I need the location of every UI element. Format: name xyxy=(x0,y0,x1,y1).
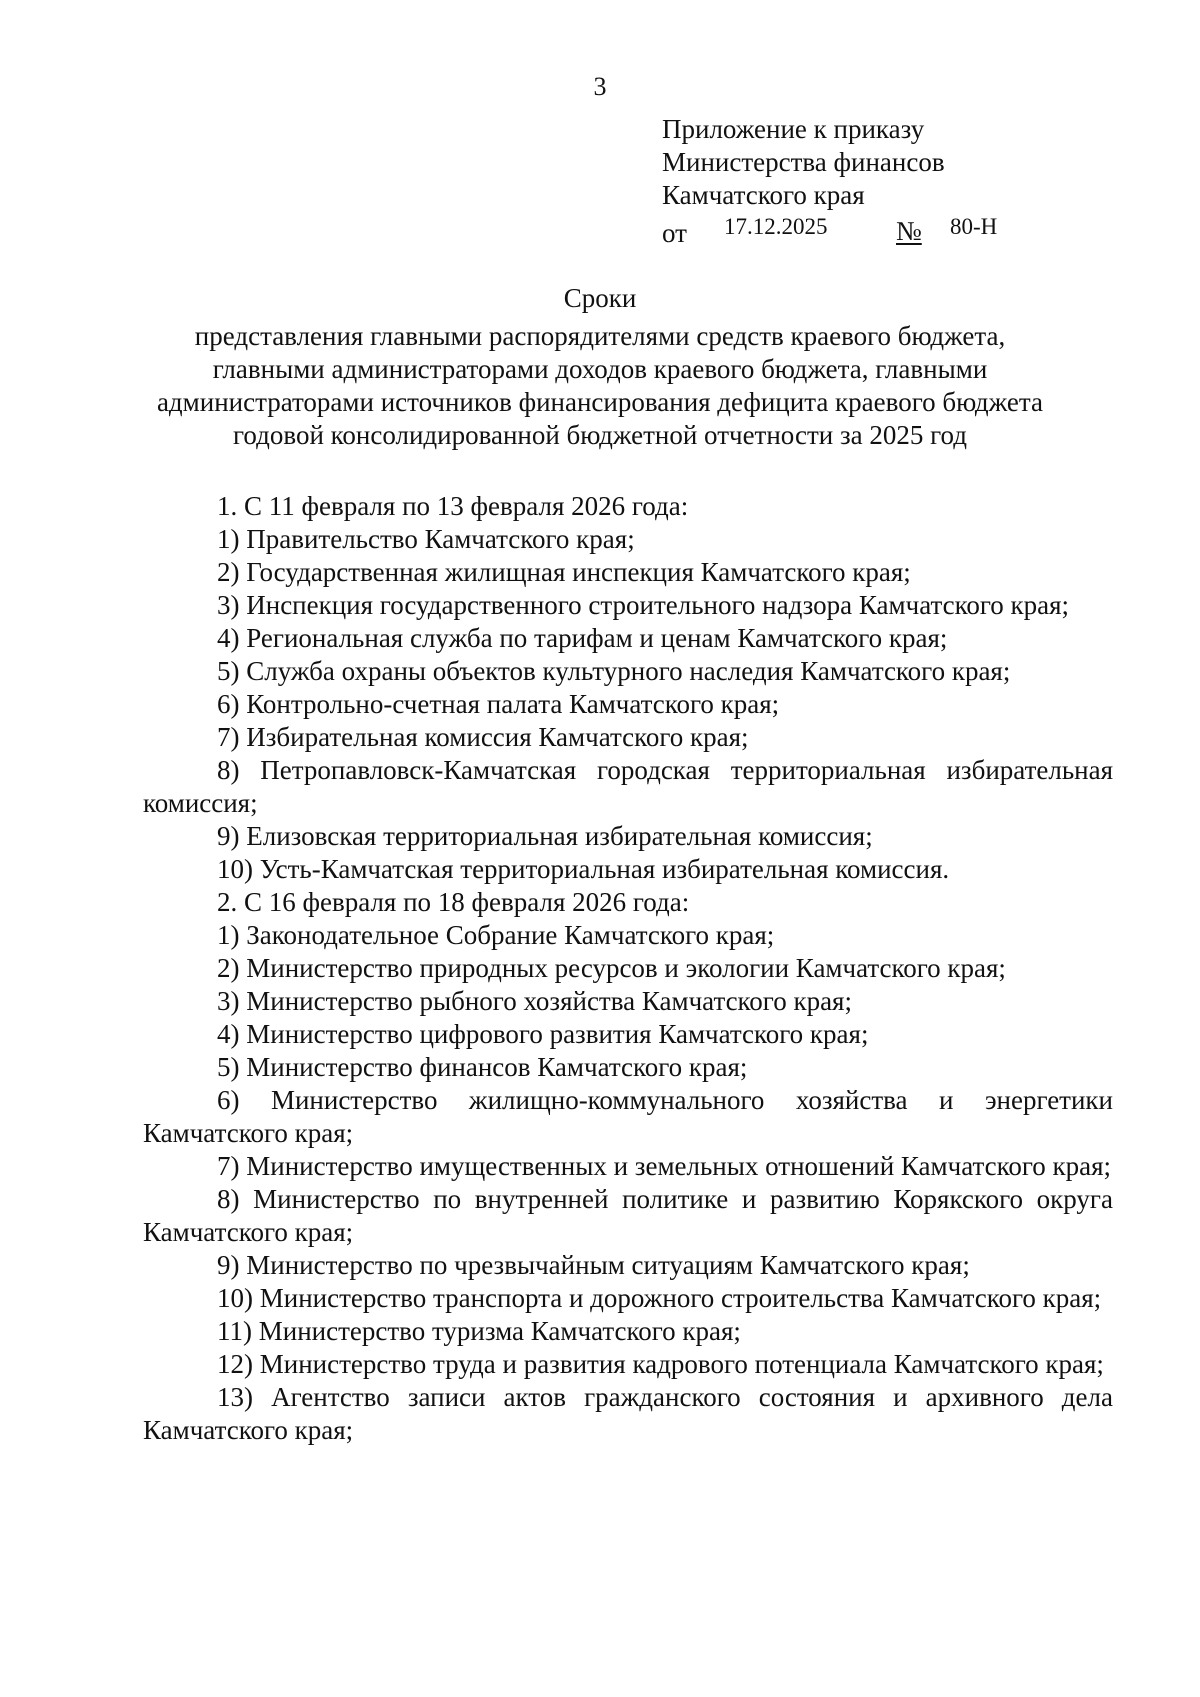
list-item: 7) Избирательная комиссия Камчатского края; xyxy=(217,722,749,752)
list-item: 7) Министерство имущественных и земельных отношений Камчатского края; xyxy=(217,1151,1112,1181)
list-item: 4) Министерство цифрового развития Камчатского края; xyxy=(217,1019,869,1049)
page-number: 3 xyxy=(593,72,607,101)
order-line xyxy=(662,212,998,252)
list-item: 10) Усть-Камчатская территориальная избирательная комиссия. xyxy=(217,854,950,884)
list-item: 12) Министерство труда и развития кадрового потенциала Камчатского края; xyxy=(217,1349,1104,1379)
appendix-line-3: Камчатского края xyxy=(662,180,865,210)
order-number: 80-Н xyxy=(950,214,998,239)
list-item: 5) Служба охраны объектов культурного наследия Камчатского края; xyxy=(217,656,1011,686)
document-body xyxy=(143,490,1113,1447)
list-item: 9) Елизовская территориальная избирательная комиссия; xyxy=(217,821,873,851)
list-item: 11) Министерство туризма Камчатского края; xyxy=(217,1316,741,1346)
appendix-line-1: Приложение к приказу xyxy=(662,114,925,144)
list-item: 10) Министерство транспорта и дорожного строительства Камчатского края; xyxy=(217,1283,1102,1313)
list-item: 6) Контрольно-счетная палата Камчатского края; xyxy=(217,689,780,719)
appendix-block xyxy=(662,113,998,252)
list-item: 3) Инспекция государственного строительного надзора Камчатского края; xyxy=(217,590,1070,620)
list-item: 6) Министерство жилищно-коммунального хозяйства и энергетики Камчатского края; xyxy=(143,1085,1113,1148)
list-item: 5) Министерство финансов Камчатского края; xyxy=(217,1052,748,1082)
list-item: 2. С 16 февраля по 18 февраля 2026 года: xyxy=(217,887,690,917)
list-item: 1. С 11 февраля по 13 февраля 2026 года: xyxy=(217,491,689,521)
list-item: 2) Министерство природных ресурсов и экологии Камчатского края; xyxy=(217,953,1006,983)
list-item: 13) Агентство записи актов гражданского состояния и архивного дела Камчатского края; xyxy=(143,1382,1113,1445)
list-item: 4) Региональная служба по тарифам и ценам Камчатского края; xyxy=(217,623,948,653)
list-item: 9) Министерство по чрезвычайным ситуациям Камчатского края; xyxy=(217,1250,970,1280)
list-item: 8) Министерство по внутренней политике и развитию Корякского округа Камчатского края; xyxy=(143,1184,1113,1247)
list-item: 2) Государственная жилищная инспекция Камчатского края; xyxy=(217,557,911,587)
order-prefix: от xyxy=(662,218,687,248)
appendix-line-2: Министерства финансов xyxy=(662,147,945,177)
list-item: 3) Министерство рыбного хозяйства Камчатского края; xyxy=(217,986,852,1016)
order-number-label: № xyxy=(896,216,922,246)
list-item: 1) Правительство Камчатского края; xyxy=(217,524,635,554)
document-title: Сроки xyxy=(563,283,637,313)
order-date: 17.12.2025 xyxy=(724,214,828,239)
list-item: 8) Петропавловск-Камчатская городская территориальная избирательная комиссия; xyxy=(143,755,1113,818)
document-subtitle: представления главными распорядителями средств краевого бюджета, главными администраторами доходов краевого бюджета, главными администраторами источников финансирования дефицита краевого бюджета годовой консолидированной бюджетной отчетности за 2025 год xyxy=(156,321,1044,450)
list-item: 1) Законодательное Собрание Камчатского края; xyxy=(217,920,775,950)
